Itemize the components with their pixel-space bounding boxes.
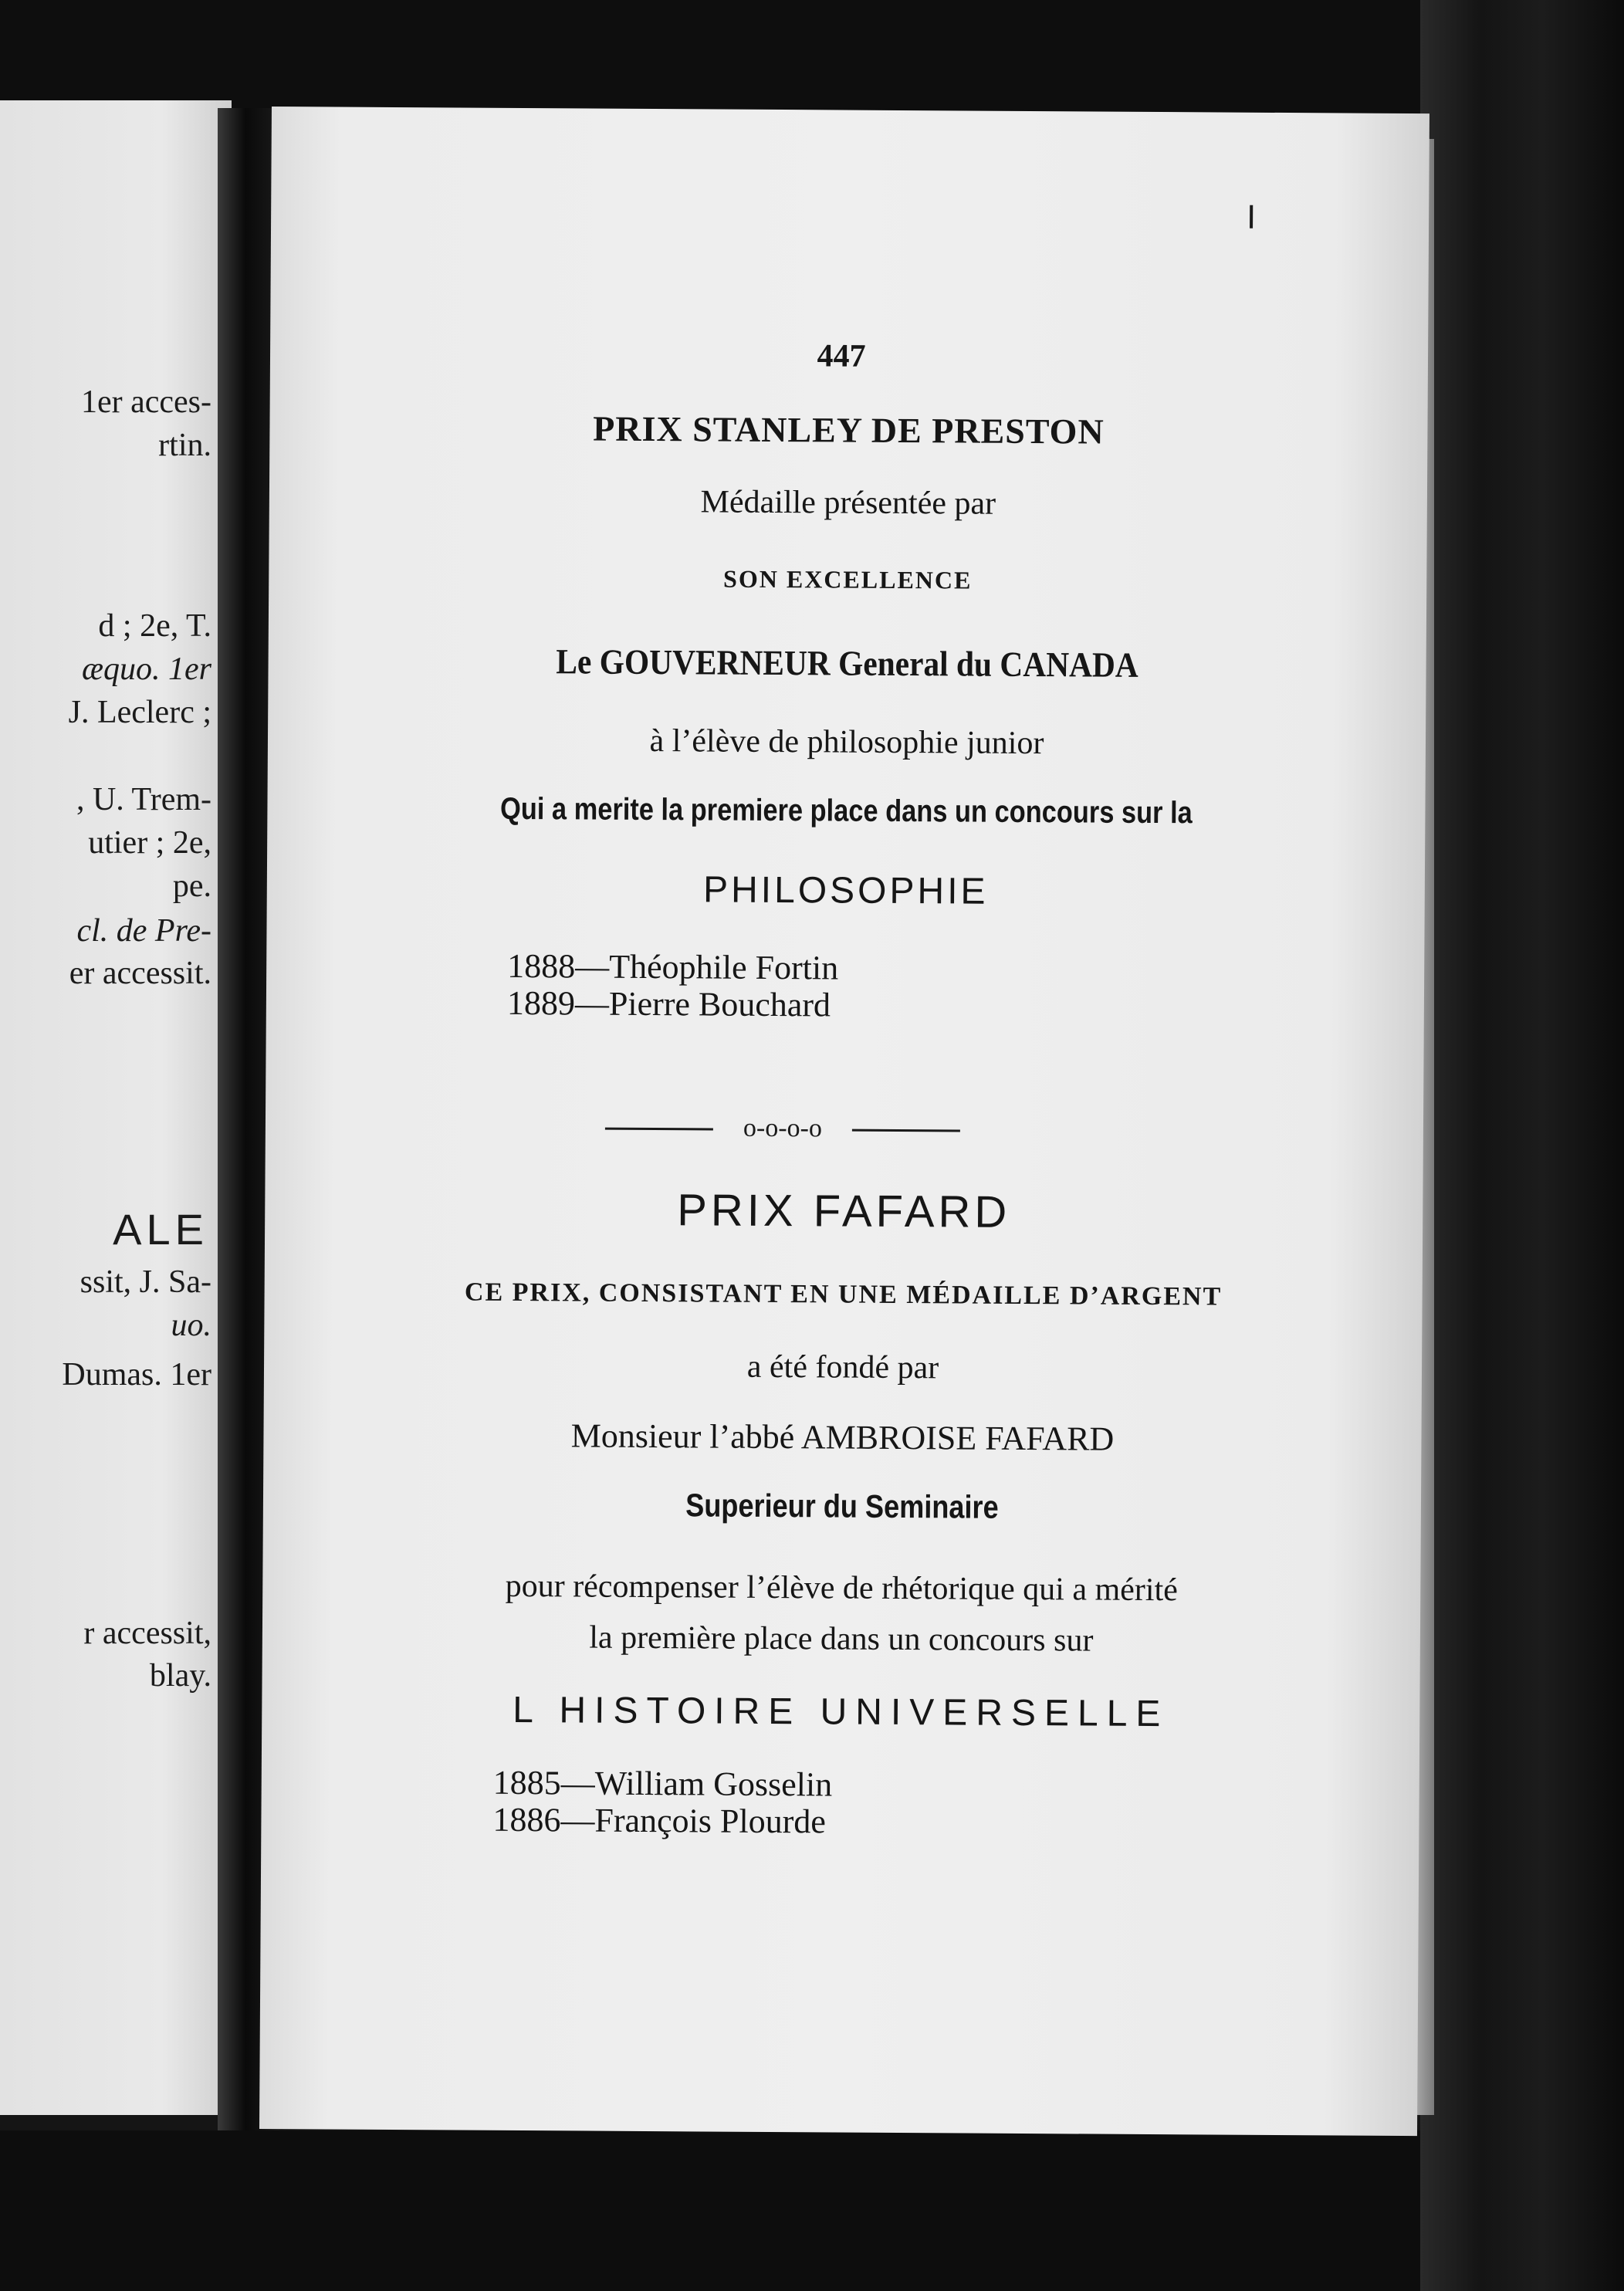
previous-page-line: 1er acces-: [80, 384, 211, 420]
prize-stanley-line1: Médaille présentée par: [700, 484, 996, 522]
previous-page-line: J. Leclerc ;: [68, 695, 211, 730]
winner-line: 1885—William Gosselin: [492, 1763, 833, 1804]
previous-page: [0, 100, 232, 2115]
prize-fafard-line6: la première place dans un concours sur: [589, 1619, 1094, 1659]
previous-page-line: pe.: [172, 868, 211, 904]
previous-page-heading: ALE: [113, 1205, 208, 1254]
winner-line: 1889—Pierre Bouchard: [506, 984, 831, 1024]
book-page: [259, 107, 1429, 2136]
previous-page-line: rtin.: [158, 428, 211, 463]
previous-page-line: Dumas. 1er: [62, 1357, 211, 1393]
winner-line: 1886—François Plourde: [492, 1801, 826, 1841]
previous-page-line: blay.: [149, 1658, 211, 1694]
divider-ornament: o-o-o-o: [743, 1113, 823, 1143]
section-divider: [605, 1112, 960, 1146]
prize-stanley-line2: SON EXCELLENCE: [723, 564, 973, 594]
prize-fafard-winners: [492, 1765, 832, 1841]
prize-fafard-line5: pour récompenser l’élève de rhétorique qui a mérité: [505, 1568, 1178, 1609]
previous-page-line: d ; 2e, T.: [98, 608, 211, 644]
previous-page-line: æquo. 1er: [82, 651, 211, 687]
scan-background-bottom: [0, 2130, 1624, 2291]
prize-stanley-title: PRIX STANLEY DE PRESTON: [593, 408, 1105, 452]
previous-page-line: utier ; 2e,: [88, 825, 211, 861]
prize-stanley-winners: [507, 948, 839, 1024]
previous-page-line: er accessit.: [69, 956, 211, 991]
prize-fafard-subject: L HISTOIRE UNIVERSELLE: [513, 1689, 1169, 1735]
speck: [1250, 205, 1253, 228]
prize-fafard-line3: Monsieur l’abbé AMBROISE FAFARD: [570, 1416, 1115, 1458]
winner-line: 1888—Théophile Fortin: [507, 946, 839, 987]
prize-stanley-line3: Le GOUVERNEUR General du CANADA: [556, 641, 1138, 685]
book-edge-right: [1420, 0, 1624, 2291]
prize-stanley-subject: PHILOSOPHIE: [702, 869, 989, 912]
prize-fafard-line4: Superieur du Seminaire: [685, 1487, 999, 1525]
previous-page-line: uo.: [171, 1308, 211, 1343]
prize-fafard-line2: a été fondé par: [746, 1349, 939, 1386]
prize-stanley-line5: Qui a merite la premiere place dans un concours sur la: [499, 791, 1193, 831]
previous-page-line: r accessit,: [83, 1616, 211, 1651]
previous-page-line: cl. de Pre-: [76, 913, 211, 949]
prize-stanley-line4: à l’élève de philosophie junior: [649, 723, 1044, 762]
prize-fafard-title: PRIX FAFARD: [677, 1185, 1011, 1237]
previous-page-line: ssit, J. Sa-: [80, 1264, 211, 1300]
prize-fafard-line1: CE PRIX, CONSISTANT EN UNE MÉDAILLE D’ARGENT: [464, 1277, 1223, 1311]
previous-page-line: , U. Trem-: [76, 782, 211, 817]
page-number: 447: [817, 338, 866, 374]
